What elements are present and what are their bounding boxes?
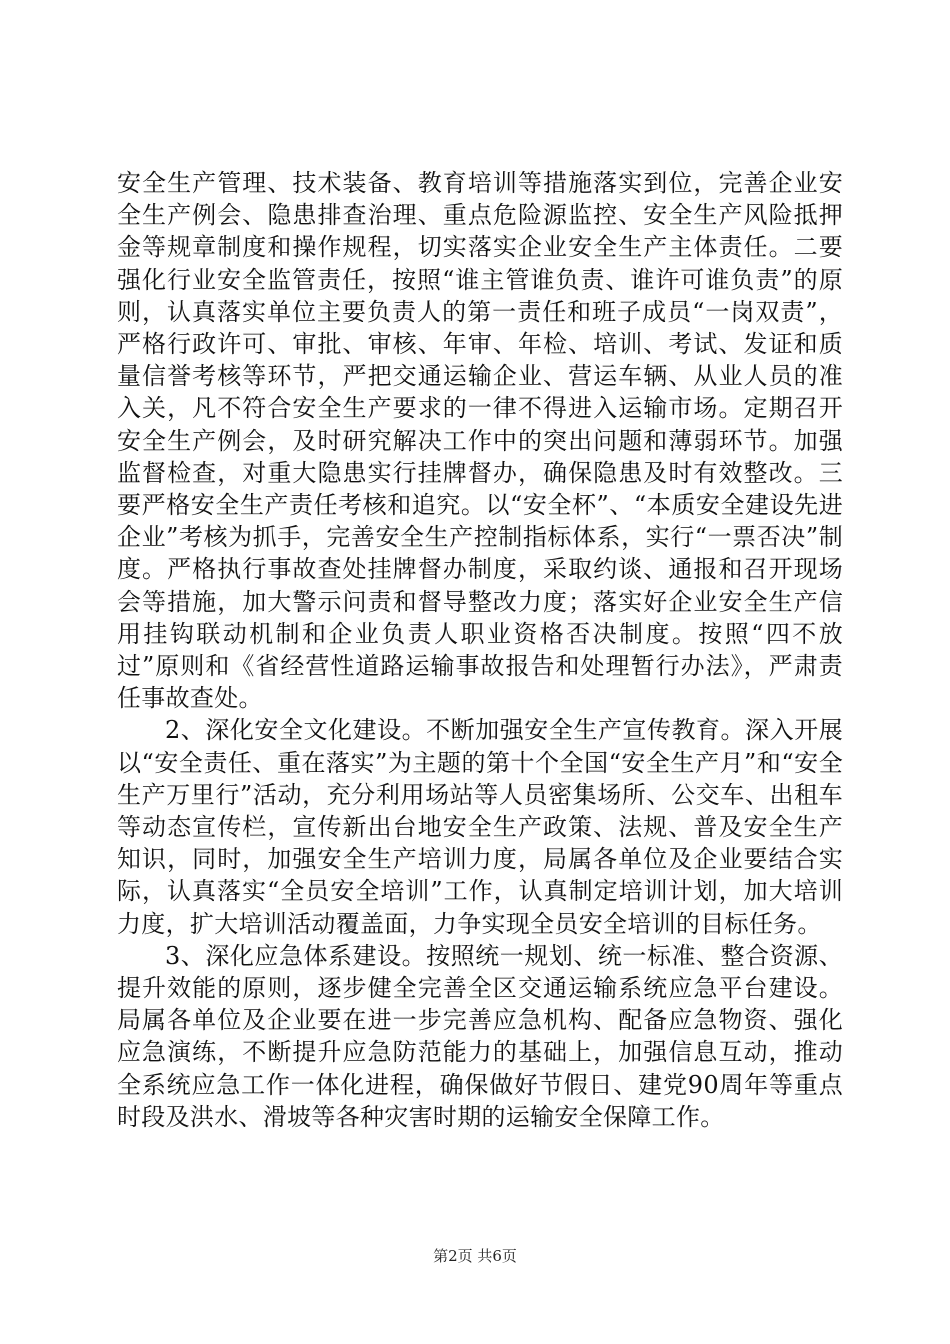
paragraph-safety-culture: 2、深化安全文化建设。不断加强安全生产宣传教育。深入开展以“安全责任、重在落实”为主题的第十个全国“安全生产月”和“安全生产万里行”活动，充分利用场站等人员密集场所、公交车、出租车等动态宣传栏，宣传新出台地安全生产政策、法规、普及安全生产知识，同时，加强安全生产培训力度，局属各单位及企业要结合实际，认真落实“全员安全培训”工作，认真制定培训计划，加大培训力度，扩大培训活动覆盖面，力争实现全员安全培训的目标任务。 [117, 716, 843, 938]
document-body [117, 167, 843, 1133]
paragraph-emergency-system: 3、深化应急体系建设。按照统一规划、统一标准、整合资源、提升效能的原则，逐步健全完善全区交通运输系统应急平台建设。局属各单位及企业要在进一步完善应急机构、配备应急物资、强化应急演练，不断提升应急防范能力的基础上，加强信息互动，推动全系统应急工作一体化进程，确保做好节假日、建党90周年等重点时段及洪水、滑坡等各种灾害时期的运输安全保障工作。 [117, 941, 843, 1131]
page-number-footer: 第2页 共6页 [433, 1247, 517, 1265]
paragraph-continued: 安全生产管理、技术装备、教育培训等措施落实到位，完善企业安全生产例会、隐患排查治理、重点危险源监控、安全生产风险抵押金等规章制度和操作规程，切实落实企业安全生产主体责任。二要强化行业安全监管责任，按照“谁主管谁负责、谁许可谁负责”的原则，认真落实单位主要负责人的第一责任和班子成员“一岗双责”，严格行政许可、审批、审核、年审、年检、培训、考试、发证和质量信誉考核等环节，严把交通运输企业、营运车辆、从业人员的准入关，凡不符合安全生产要求的一律不得进入运输市场。定期召开安全生产例会，及时研究解决工作中的突出问题和薄弱环节。加强监督检查，对重大隐患实行挂牌督办，确保隐患及时有效整改。三要严格安全生产责任考核和追究。以“安全杯”、“本质安全建设先进企业”考核为抓手，完善安全生产控制指标体系，实行“一票否决”制度。严格执行事故查处挂牌督办制度，采取约谈、通报和召开现场会等措施，加大警示问责和督导整改力度；落实好企业安全生产信用挂钩联动机制和企业负责人职业资格否决制度。按照“四不放过”原则和《省经营性道路运输事故报告和处理暂行办法》，严肃责任事故查处。 [117, 169, 843, 713]
